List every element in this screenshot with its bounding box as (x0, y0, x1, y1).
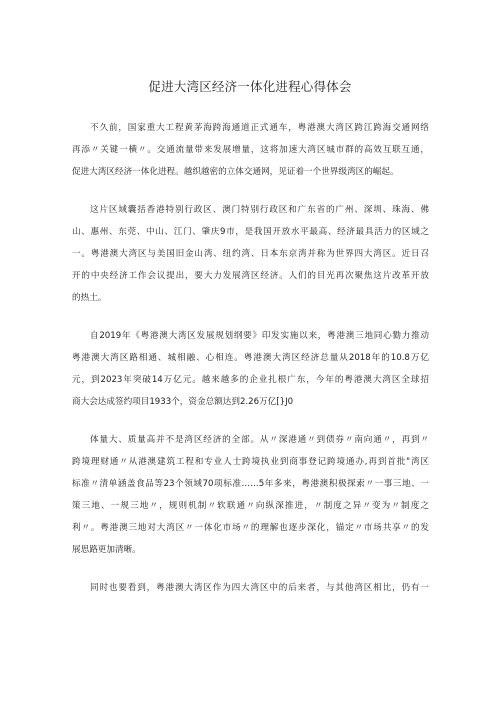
paragraph-line: 这片区域囊括香港特别行政区、澳门特别行政区和广东省的广州、深圳、珠海、佛 (90, 205, 429, 215)
paragraph-line: 开的中央经济工作会议提出，要大力发展湾区经济。人们的目光再次聚焦这片改革开放 (72, 271, 429, 281)
paragraph-line: 商大会达成签约项目1933个，资金总额达到2.26万亿[}J0 (72, 397, 294, 407)
paragraph-line: 再添〃关键一横〃。交通流量带来发展增量，这将加速大湾区城市群的高效互联互通， (72, 145, 429, 155)
paragraph-4 (72, 429, 429, 561)
paragraph-line: 自2019年《粤港澳大湾区发展规划纲要》印发实施以来，粤港澳三地同心勠力推动 (90, 331, 429, 341)
paragraph-2 (72, 199, 429, 309)
paragraph-line: 不久前，国家重大工程黄茅海跨海通道正式通车，粤港澳大湾区跨江跨海交通网络 (90, 123, 429, 133)
document-title: 促进大湾区经济一体化进程心得体会 (148, 79, 352, 94)
paragraph-1 (72, 117, 429, 183)
paragraph-line: 利〃。粤港澳三地对大湾区〃一体化市场〃的理解也逐步深化，锚定〃市场共享〃的发 (72, 523, 429, 533)
paragraph-line: 策三地、一规三地〃，规则机制〃软联通〃向纵深推进，〃制度之异〃变为〃制度之 (72, 501, 429, 511)
paragraph-5 (72, 577, 429, 599)
paragraph-line: 山、惠州、东莞、中山、江门、肇庆9市，是我国开放水平最高、经济最具活力的区域之 (72, 227, 429, 237)
paragraph-line: 粤港澳大湾区路相通、城相融、心相连。粤港澳大湾区经济总量从2018年的10.8万亿 (72, 353, 429, 363)
paragraph-line: 体量大、质量高并不是湾区经济的全部。从〃深港通〃到债券〃南向通〃，再到〃 (90, 435, 429, 445)
paragraph-3 (72, 325, 429, 413)
paragraph-line: 的热土。 (72, 293, 107, 303)
paragraph-line: 促进大湾区经济一体化进程。越织越密的立体交通网，见证着一个世界级湾区的崛起。 (72, 167, 399, 177)
paragraph-line: 同时也要看到，粤港澳大湾区作为四大湾区中的后来者，与其他湾区相比，仍有一 (90, 583, 429, 593)
paragraph-line: 展思路更加清晰。 (72, 545, 141, 555)
paragraph-line: 跨境理财通〃从港澳建筑工程和专业人士跨境执业到商事登记跨境通办,再到首批"湾区 (72, 457, 429, 467)
paragraph-line: 元，到2023年突破14万亿元。越来越多的企业扎根广东，今年的粤港澳大湾区全球招 (72, 375, 429, 385)
paragraph-line: 一。粤港澳大湾区与美国旧金山湾、纽约湾、日本东京湾并称为世界四大湾区。近日召 (72, 249, 429, 259)
document-body (72, 117, 429, 615)
paragraph-line: 标准〃清单涵盖食品等23个领域70项标准……5年多来，粤港澳积极探索〃一事三地、一 (72, 479, 429, 489)
